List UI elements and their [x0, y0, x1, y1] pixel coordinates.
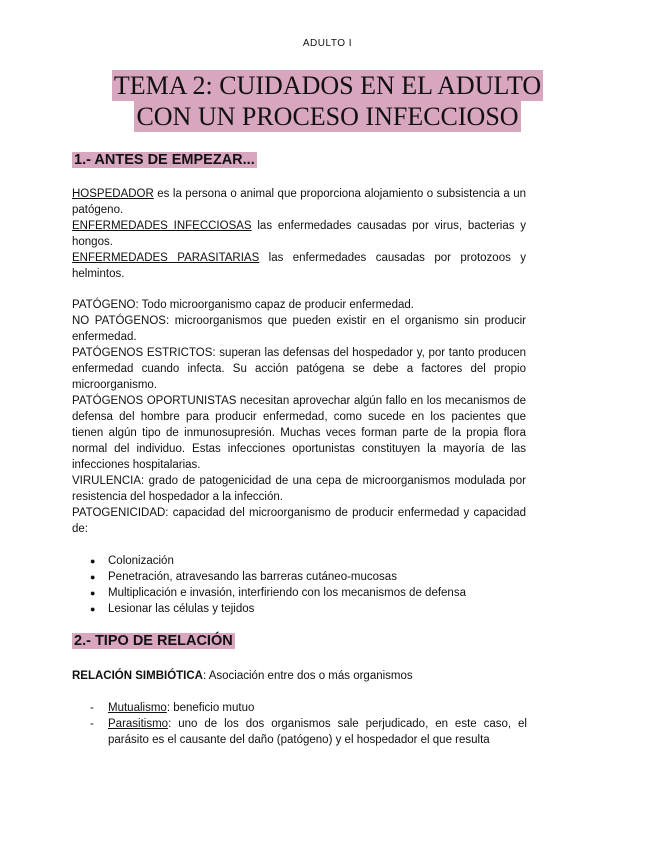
section-1-heading-text: 1.- ANTES DE EMPEZAR...	[74, 152, 255, 168]
term-enfermedades-parasitarias: ENFERMEDADES PARASITARIAS	[72, 252, 260, 264]
list-item	[90, 700, 527, 716]
title-line-1: TEMA 2: CUIDADOS EN EL ADULTO	[113, 71, 542, 100]
definition-hospedador	[72, 186, 526, 218]
relation-types-list	[90, 700, 527, 748]
list-item: ● Multiplicación e invasión, interfiriendo con los mecanismos de defensa	[90, 585, 530, 601]
paragraph-no-patogenos: NO PATÓGENOS: microorganismos que pueden existir en el organismo sin producir enfermedad.	[72, 315, 526, 343]
definition-text: las enfermedades causadas por protozoos y helmintos.	[72, 252, 526, 280]
relation-label: RELACIÓN SIMBIÓTICA	[72, 670, 203, 682]
term-parasitismo: Parasitismo	[108, 718, 169, 730]
list-item: ● Colonización	[90, 553, 530, 569]
paragraph-patogenos-oportunistas: PATÓGENOS OPORTUNISTAS necesitan aprovechar algún fallo en los mecanismos de defensa del hombre para producir enfermedad, como sucede en los pacientes que tienen algún tipo de inmunosupresión. Muchas veces forman parte de la propia flora normal del individuo. Estas infecciones oportunistas constituyen la mayoría de las infecciones hospitalarias.	[72, 395, 526, 471]
relation-text: : Asociación entre dos o más organismos	[202, 670, 413, 682]
list-item: ● Penetración, atravesando las barreras cutáneo-mucosas	[90, 569, 530, 585]
definition-text: es la persona o animal que proporciona alojamiento o subsistencia a un patógeno.	[72, 188, 526, 216]
paragraph-patogeno: PATÓGENO: Todo microorganismo capaz de producir enfermedad.	[72, 299, 414, 311]
definition-text: las enfermedades causadas por virus, bacterias y hongos.	[72, 220, 527, 248]
relation-line	[72, 668, 413, 684]
paragraph-patogenos-estrictos: PATÓGENOS ESTRICTOS: superan las defensas del hospedador y, por tanto producen enfermedad cuando infecta. Su acción patógena se debe a factores del propio microorganismo.	[72, 347, 526, 391]
definition-enfermedades-parasitarias	[72, 250, 526, 282]
patogenicidad-list	[90, 553, 530, 617]
section-2-heading	[72, 631, 235, 651]
page-header: ADULTO I	[302, 38, 353, 49]
title-line-2: CON UN PROCESO INFECCIOSO	[136, 102, 519, 131]
term-mutualismo: Mutualismo	[108, 702, 167, 714]
definition-enfermedades-infecciosas	[72, 218, 526, 250]
list-item: ● Lesionar las células y tejidos	[90, 601, 530, 617]
term-hospedador: HOSPEDADOR	[72, 188, 154, 200]
term-enfermedades-infecciosas: ENFERMEDADES INFECCIOSAS	[72, 220, 252, 232]
list-item	[90, 716, 527, 748]
section-1-heading	[72, 150, 257, 170]
paragraph-virulencia: VIRULENCIA: grado de patogenicidad de una cepa de microorganismos modulada por resistencia del hospedador a la infección.	[72, 475, 526, 503]
item-text: : beneficio mutuo	[166, 702, 255, 714]
definitions-block	[72, 186, 526, 282]
paragraph-patogenicidad: PATOGENICIDAD: capacidad del microorganismo de producir enfermedad y capacidad de:	[72, 507, 526, 535]
item-text: : uno de los dos organismos sale perjudicado, en este caso, el parásito es el causante del daño (patógeno) y el hospedador el que resulta	[108, 718, 527, 746]
document-title	[0, 70, 655, 132]
concepts-block	[72, 297, 526, 537]
section-2-heading-text: 2.- TIPO DE RELACIÓN	[74, 633, 233, 649]
